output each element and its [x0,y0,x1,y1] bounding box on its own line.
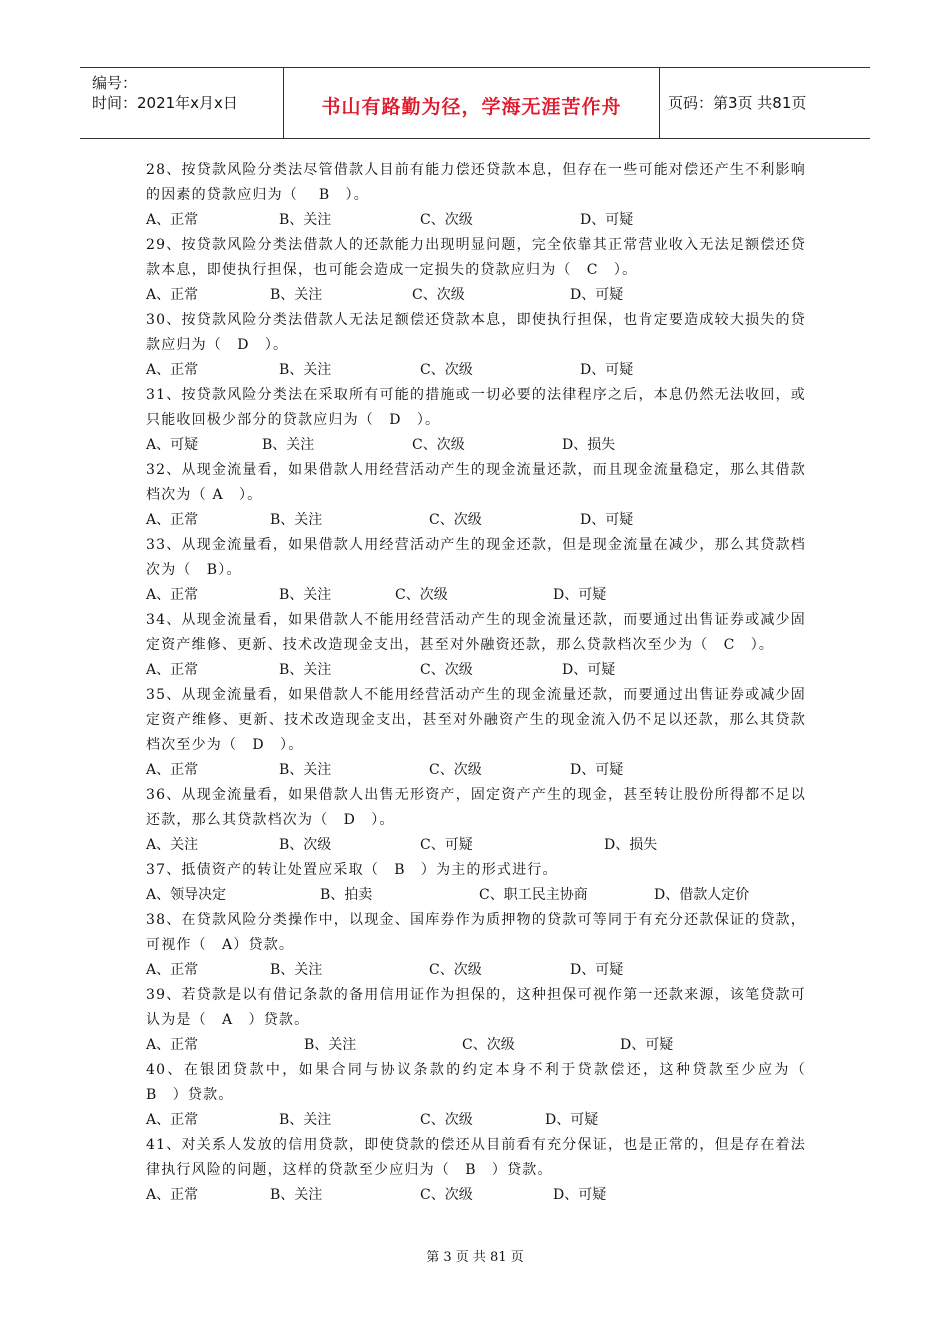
answer-option: B、关注 [279,212,332,228]
answer-option: B、关注 [279,587,332,603]
question-options [146,958,806,983]
question-item [146,158,806,233]
answer-option: C、次级 [420,1187,473,1203]
question-options [146,658,806,683]
question-item [146,458,806,533]
answer-option: A、正常 [146,362,199,378]
answer-option: D、可疑 [570,287,624,303]
answer-option: C、次级 [420,212,473,228]
question-text: 35、从现金流量看，如果借款人不能用经营活动产生的现金流量还款，而要通过出售证券或减少固定资产维修、更新、技术改造现金支出，甚至对外融资产生的现金流入仍不足以还款，那么其贷款档次至少为（ D ）。 [146,687,806,753]
answer-option: C、次级 [412,437,465,453]
answer-option: D、可疑 [580,212,634,228]
answer-option: A、关注 [146,837,199,853]
answer-option: C、次级 [420,662,473,678]
answer-option: B、关注 [279,762,332,778]
answer-option: A、正常 [146,212,199,228]
answer-option: A、可疑 [146,437,199,453]
question-options [146,283,806,308]
question-options [146,1183,806,1208]
answer-option: A、正常 [146,662,199,678]
question-options [146,433,806,458]
answer-option: A、领导决定 [146,887,227,903]
question-options [146,1033,806,1058]
question-options [146,833,806,858]
answer-option: B、关注 [270,1187,323,1203]
document-time-label: 时间：2021年x月x日 [92,94,238,112]
question-text: 33、从现金流量看，如果借款人用经营活动产生的现金还款，但是现金流量在减少，那么其贷款档次为（ B）。 [146,537,806,578]
answer-option: C、次级 [412,287,465,303]
answer-option: B、关注 [304,1037,357,1053]
question-options [146,883,806,908]
question-text: 40、在银团贷款中，如果合同与协议条款的约定本身不利于贷款偿还，这种贷款至少应为（ B ）贷款。 [146,1062,822,1103]
answer-option: C、次级 [429,962,482,978]
answer-option: D、可疑 [562,662,616,678]
answer-option: A、正常 [146,587,199,603]
answer-option: D、借款人定价 [654,887,750,903]
header-page-info: 页码：第3页 共81页 [668,94,807,112]
header-middle-cell [284,68,660,138]
question-options [146,758,806,783]
question-options [146,508,806,533]
answer-option: C、次级 [420,362,473,378]
answer-option: B、关注 [262,437,315,453]
question-options [146,208,806,233]
answer-option: A、正常 [146,1037,199,1053]
answer-option: D、可疑 [620,1037,674,1053]
question-text: 37、抵债资产的转让处置应采取（ B ）为主的形式进行。 [146,862,558,878]
answer-option: C、次级 [429,762,482,778]
question-item [146,783,806,858]
answer-option: D、可疑 [570,762,624,778]
header-right-cell [660,68,870,138]
answer-option: C、次级 [429,512,482,528]
answer-option: D、可疑 [570,962,624,978]
answer-option: B、关注 [279,1112,332,1128]
question-item [146,858,806,908]
question-text: 29、按贷款风险分类法借款人的还款能力出现明显问题，完全依靠其正常营业收入无法足额偿还贷款本息，即使执行担保，也可能会造成一定损失的贷款应归为（ C ）。 [146,237,806,278]
answer-option: C、可疑 [420,837,473,853]
answer-option: C、次级 [420,1112,473,1128]
answer-option: C、职工民主协商 [479,887,588,903]
answer-option: D、可疑 [580,362,634,378]
question-text: 30、按贷款风险分类法借款人无法足额偿还贷款本息，即使执行担保，也肯定要造成较大损失的贷款应归为（ D ）。 [146,312,806,353]
question-item [146,533,806,608]
question-text: 34、从现金流量看，如果借款人不能用经营活动产生的现金流量还款，而要通过出售证券或减少固定资产维修、更新、技术改造现金支出，甚至对外融资还款，那么贷款档次至少为（ C ）。 [146,612,806,653]
page-header [80,67,870,139]
question-options [146,583,806,608]
answer-option: B、关注 [279,362,332,378]
answer-option: A、正常 [146,962,199,978]
answer-option: D、可疑 [580,512,634,528]
answer-option: D、损失 [562,437,616,453]
answer-option: B、关注 [270,512,323,528]
answer-option: C、次级 [462,1037,515,1053]
answer-option: A、正常 [146,1187,199,1203]
answer-option: A、正常 [146,287,199,303]
question-text: 31、按贷款风险分类法在采取所有可能的措施或一切必要的法律程序之后，本息仍然无法收回，或只能收回极少部分的贷款应归为（ D ）。 [146,387,806,428]
question-text: 36、从现金流量看，如果借款人出售无形资产，固定资产产生的现金，甚至转让股份所得都不足以还款，那么其贷款档次为（ D ）。 [146,787,806,828]
question-text: 28、按贷款风险分类法尽管借款人目前有能力偿还贷款本息，但存在一些可能对偿还产生不利影响的因素的贷款应归为（ B ）。 [146,162,806,203]
answer-option: D、可疑 [553,587,607,603]
question-item [146,1058,822,1133]
question-list [146,158,822,1208]
question-text: 38、在贷款风险分类操作中，以现金、国库券作为质押物的贷款可等同于有充分还款保证的贷款，可视作（ A）贷款。 [146,912,806,953]
question-item [146,383,806,458]
question-item [146,1133,806,1208]
answer-option: A、正常 [146,512,199,528]
page-footer: 第 3 页 共 81 页 [426,1250,524,1265]
question-options [146,358,806,383]
header-motto: 书山有路勤为径，学海无涯苦作舟 [321,96,622,118]
question-item [146,308,806,383]
answer-option: A、正常 [146,1112,199,1128]
question-item [146,683,806,783]
answer-option: D、可疑 [553,1187,607,1203]
answer-option: B、关注 [270,287,323,303]
question-item [146,908,806,983]
question-options [146,1108,806,1133]
question-item [146,233,806,308]
header-left-cell [80,68,284,138]
answer-option: B、关注 [270,962,323,978]
question-item [146,608,806,683]
question-item [146,983,806,1058]
question-text: 32、从现金流量看，如果借款人用经营活动产生的现金流量还款，而且现金流量稳定，那么其借款档次为（ A ）。 [146,462,806,503]
answer-option: B、关注 [279,662,332,678]
answer-option: D、损失 [604,837,658,853]
answer-option: B、次级 [279,837,332,853]
answer-option: B、拍卖 [320,887,373,903]
question-text: 41、对关系人发放的信用贷款，即使贷款的偿还从目前看有充分保证，也是正常的，但是存在着法律执行风险的问题，这样的贷款至少应归为（ B ）贷款。 [146,1137,806,1178]
question-text: 39、若贷款是以有借记条款的备用信用证作为担保的，这种担保可视作第一还款来源，该笔贷款可认为是（ A ）贷款。 [146,987,806,1028]
answer-option: C、次级 [395,587,448,603]
answer-option: D、可疑 [545,1112,599,1128]
answer-option: A、正常 [146,762,199,778]
document-number-label: 编号： [92,74,138,92]
